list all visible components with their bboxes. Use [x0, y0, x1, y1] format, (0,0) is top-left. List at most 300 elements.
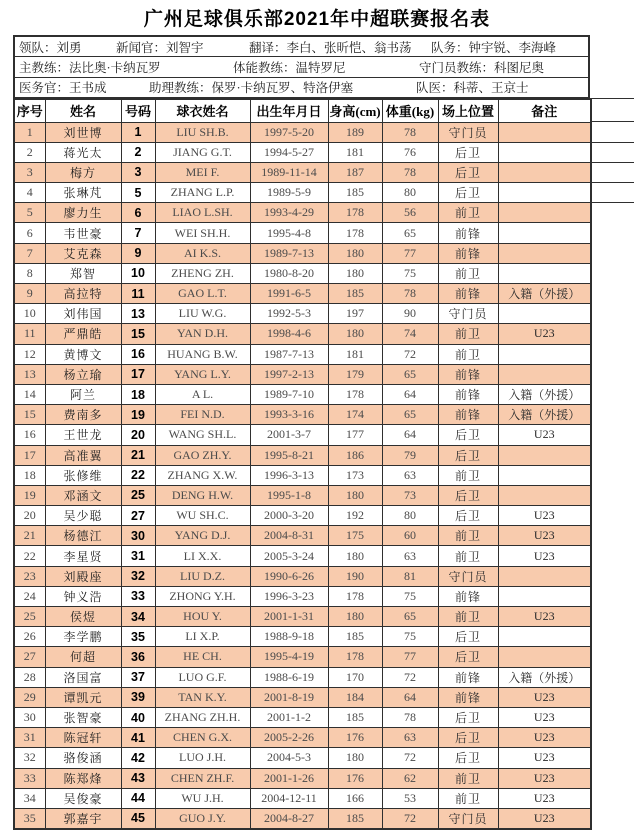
cell-seq: 24	[14, 586, 45, 606]
cell-jersey: ZHANG X.W.	[155, 465, 250, 485]
cell-number: 21	[121, 445, 155, 465]
column-header-note: 备注	[498, 99, 591, 122]
cell-height: 187	[328, 162, 382, 182]
cell-name: 黄博文	[45, 344, 121, 364]
cell-height: 180	[328, 243, 382, 263]
cell-dob: 1988-6-19	[250, 667, 328, 687]
cell-number: 3	[121, 162, 155, 182]
cell-jersey: TAN K.Y.	[155, 687, 250, 707]
cell-number: 20	[121, 425, 155, 445]
cell-dob: 2000-3-20	[250, 506, 328, 526]
cell-weight: 56	[382, 203, 438, 223]
cell-jersey: A L.	[155, 384, 250, 404]
table-row	[14, 384, 591, 404]
cell-jersey: GAO ZH.Y.	[155, 445, 250, 465]
cell-number: 32	[121, 566, 155, 586]
cell-position: 后卫	[438, 627, 498, 647]
cell-weight: 65	[382, 223, 438, 243]
cell-note: U23	[498, 546, 591, 566]
table-row	[14, 687, 591, 707]
cell-position: 前卫	[438, 768, 498, 788]
cell-weight: 74	[382, 324, 438, 344]
cell-number: 27	[121, 506, 155, 526]
cell-name: 刘伟国	[45, 304, 121, 324]
cell-jersey: DENG H.W.	[155, 485, 250, 505]
table-row	[14, 304, 591, 324]
cell-jersey: HUANG B.W.	[155, 344, 250, 364]
cell-dob: 1994-5-27	[250, 142, 328, 162]
column-header-jersey: 球衣姓名	[155, 99, 250, 122]
cell-weight: 90	[382, 304, 438, 324]
cell-height: 184	[328, 687, 382, 707]
cell-number: 19	[121, 405, 155, 425]
medical-officer-label: 医务官：王书成	[19, 81, 107, 96]
cell-position: 前卫	[438, 526, 498, 546]
cell-jersey: LIU W.G.	[155, 304, 250, 324]
cell-dob: 1989-5-9	[250, 183, 328, 203]
gridline-artifact	[590, 98, 634, 99]
cell-position: 守门员	[438, 122, 498, 142]
table-row	[14, 607, 591, 627]
cell-height: 176	[328, 768, 382, 788]
cell-seq: 6	[14, 223, 45, 243]
fitness-coach-label: 体能教练：温特罗尼	[233, 60, 346, 75]
table-row	[14, 526, 591, 546]
cell-seq: 2	[14, 142, 45, 162]
cell-jersey: LIU SH.B.	[155, 122, 250, 142]
cell-position: 后卫	[438, 142, 498, 162]
cell-note: U23	[498, 425, 591, 445]
cell-height: 175	[328, 526, 382, 546]
cell-seq: 33	[14, 768, 45, 788]
cell-note: U23	[498, 768, 591, 788]
cell-height: 178	[328, 586, 382, 606]
cell-name: 阿兰	[45, 384, 121, 404]
cell-jersey: LIU D.Z.	[155, 566, 250, 586]
cell-position: 后卫	[438, 183, 498, 203]
cell-weight: 80	[382, 183, 438, 203]
cell-height: 179	[328, 364, 382, 384]
cell-note: U23	[498, 506, 591, 526]
cell-number: 15	[121, 324, 155, 344]
cell-jersey: WU J.H.	[155, 788, 250, 808]
cell-weight: 78	[382, 162, 438, 182]
cell-number: 44	[121, 788, 155, 808]
cell-position: 后卫	[438, 425, 498, 445]
cell-note: 入籍（外援）	[498, 284, 591, 304]
table-row	[14, 647, 591, 667]
cell-note	[498, 344, 591, 364]
cell-name: 蒋光太	[45, 142, 121, 162]
column-header-weight: 体重(kg)	[382, 99, 438, 122]
table-row	[14, 263, 591, 283]
table-row	[14, 808, 591, 828]
cell-name: 郭嘉宇	[45, 808, 121, 828]
staff-info-row-3	[15, 78, 588, 97]
cell-seq: 3	[14, 162, 45, 182]
cell-number: 43	[121, 768, 155, 788]
table-row	[14, 142, 591, 162]
cell-position: 守门员	[438, 304, 498, 324]
gridline-artifact	[590, 162, 634, 163]
cell-dob: 1998-4-6	[250, 324, 328, 344]
cell-number: 13	[121, 304, 155, 324]
cell-seq: 18	[14, 465, 45, 485]
cell-number: 37	[121, 667, 155, 687]
cell-number: 2	[121, 142, 155, 162]
cell-number: 41	[121, 728, 155, 748]
cell-height: 178	[328, 647, 382, 667]
cell-dob: 2005-2-26	[250, 728, 328, 748]
cell-position: 前锋	[438, 243, 498, 263]
cell-name: 吴俊豪	[45, 788, 121, 808]
cell-weight: 78	[382, 707, 438, 727]
gridline-artifact	[590, 121, 634, 122]
table-row	[14, 425, 591, 445]
cell-seq: 30	[14, 707, 45, 727]
cell-height: 181	[328, 344, 382, 364]
cell-position: 后卫	[438, 506, 498, 526]
cell-seq: 22	[14, 546, 45, 566]
cell-number: 9	[121, 243, 155, 263]
cell-jersey: LI X.P.	[155, 627, 250, 647]
table-row	[14, 788, 591, 808]
cell-note: 入籍（外援）	[498, 667, 591, 687]
cell-number: 5	[121, 183, 155, 203]
cell-dob: 1995-4-8	[250, 223, 328, 243]
table-row	[14, 586, 591, 606]
table-row	[14, 506, 591, 526]
table-row	[14, 748, 591, 768]
cell-weight: 65	[382, 405, 438, 425]
cell-position: 后卫	[438, 728, 498, 748]
translators-label: 翻译：李白、张昕恺、翁书荡	[249, 40, 412, 55]
cell-position: 前锋	[438, 223, 498, 243]
cell-seq: 31	[14, 728, 45, 748]
cell-position: 前卫	[438, 263, 498, 283]
cell-dob: 1992-5-3	[250, 304, 328, 324]
cell-weight: 63	[382, 728, 438, 748]
cell-name: 陈冠轩	[45, 728, 121, 748]
cell-seq: 20	[14, 506, 45, 526]
column-header-name: 姓名	[45, 99, 121, 122]
cell-height: 170	[328, 667, 382, 687]
table-row	[14, 183, 591, 203]
cell-height: 190	[328, 566, 382, 586]
cell-note	[498, 586, 591, 606]
cell-note	[498, 243, 591, 263]
cell-position: 前锋	[438, 667, 498, 687]
cell-name: 严鼎皓	[45, 324, 121, 344]
cell-jersey: CHEN ZH.F.	[155, 768, 250, 788]
cell-dob: 2004-8-31	[250, 526, 328, 546]
cell-height: 185	[328, 284, 382, 304]
cell-jersey: FEI N.D.	[155, 405, 250, 425]
cell-position: 前锋	[438, 586, 498, 606]
cell-height: 178	[328, 203, 382, 223]
cell-dob: 1987-7-13	[250, 344, 328, 364]
cell-dob: 2004-12-11	[250, 788, 328, 808]
cell-note	[498, 485, 591, 505]
cell-jersey: ZHANG L.P.	[155, 183, 250, 203]
assistant-coaches-label: 助理教练：保罗·卡纳瓦罗、特洛伊塞	[149, 81, 354, 96]
table-row	[14, 445, 591, 465]
cell-name: 刘殿座	[45, 566, 121, 586]
cell-seq: 29	[14, 687, 45, 707]
cell-weight: 63	[382, 465, 438, 485]
cell-dob: 1995-1-8	[250, 485, 328, 505]
gridline-artifact	[590, 142, 634, 143]
cell-seq: 28	[14, 667, 45, 687]
cell-number: 10	[121, 263, 155, 283]
cell-height: 180	[328, 263, 382, 283]
table-row	[14, 344, 591, 364]
cell-height: 189	[328, 122, 382, 142]
cell-jersey: YANG D.J.	[155, 526, 250, 546]
column-header-dob: 出生年月日	[250, 99, 328, 122]
cell-seq: 8	[14, 263, 45, 283]
table-row	[14, 728, 591, 748]
column-header-height: 身高(cm)	[328, 99, 382, 122]
cell-note: U23	[498, 607, 591, 627]
cell-number: 39	[121, 687, 155, 707]
cell-seq: 16	[14, 425, 45, 445]
cell-note	[498, 203, 591, 223]
table-row	[14, 324, 591, 344]
cell-note	[498, 364, 591, 384]
cell-position: 后卫	[438, 162, 498, 182]
cell-height: 177	[328, 425, 382, 445]
cell-dob: 2004-8-27	[250, 808, 328, 828]
cell-note	[498, 142, 591, 162]
cell-name: 郑智	[45, 263, 121, 283]
cell-seq: 14	[14, 384, 45, 404]
cell-number: 6	[121, 203, 155, 223]
cell-note: U23	[498, 707, 591, 727]
cell-height: 185	[328, 808, 382, 828]
cell-dob: 1995-4-19	[250, 647, 328, 667]
cell-name: 陈郑烽	[45, 768, 121, 788]
cell-position: 后卫	[438, 445, 498, 465]
cell-dob: 1993-3-16	[250, 405, 328, 425]
cell-weight: 78	[382, 122, 438, 142]
cell-name: 费南多	[45, 405, 121, 425]
table-row	[14, 243, 591, 263]
cell-name: 刘世博	[45, 122, 121, 142]
cell-height: 166	[328, 788, 382, 808]
cell-number: 35	[121, 627, 155, 647]
cell-jersey: HE CH.	[155, 647, 250, 667]
table-row	[14, 627, 591, 647]
table-row	[14, 566, 591, 586]
cell-position: 后卫	[438, 748, 498, 768]
cell-number: 18	[121, 384, 155, 404]
cell-dob: 2004-5-3	[250, 748, 328, 768]
cell-number: 30	[121, 526, 155, 546]
cell-number: 36	[121, 647, 155, 667]
cell-jersey: WEI SH.H.	[155, 223, 250, 243]
cell-seq: 19	[14, 485, 45, 505]
cell-dob: 1989-11-14	[250, 162, 328, 182]
cell-height: 181	[328, 142, 382, 162]
cell-weight: 77	[382, 647, 438, 667]
goalkeeper-coach-label: 守门员教练：科图尼奥	[419, 60, 545, 75]
cell-name: 吴少聪	[45, 506, 121, 526]
cell-seq: 7	[14, 243, 45, 263]
cell-seq: 15	[14, 405, 45, 425]
cell-jersey: WANG SH.L.	[155, 425, 250, 445]
cell-note	[498, 445, 591, 465]
cell-number: 45	[121, 808, 155, 828]
cell-dob: 1997-2-13	[250, 364, 328, 384]
cell-seq: 13	[14, 364, 45, 384]
cell-jersey: ZHONG Y.H.	[155, 586, 250, 606]
cell-note: U23	[498, 324, 591, 344]
cell-name: 张智豪	[45, 707, 121, 727]
cell-dob: 1980-8-20	[250, 263, 328, 283]
cell-note	[498, 647, 591, 667]
cell-note	[498, 627, 591, 647]
cell-number: 31	[121, 546, 155, 566]
cell-height: 180	[328, 485, 382, 505]
cell-jersey: ZHENG ZH.	[155, 263, 250, 283]
cell-seq: 12	[14, 344, 45, 364]
cell-position: 前卫	[438, 607, 498, 627]
gridline-artifact	[590, 202, 634, 203]
cell-jersey: CHEN G.X.	[155, 728, 250, 748]
cell-note: 入籍（外援）	[498, 405, 591, 425]
cell-dob: 2005-3-24	[250, 546, 328, 566]
cell-note: U23	[498, 526, 591, 546]
cell-weight: 75	[382, 263, 438, 283]
cell-weight: 62	[382, 768, 438, 788]
table-row	[14, 284, 591, 304]
cell-height: 180	[328, 607, 382, 627]
cell-height: 197	[328, 304, 382, 324]
cell-dob: 2001-1-31	[250, 607, 328, 627]
cell-note	[498, 183, 591, 203]
cell-note: U23	[498, 728, 591, 748]
cell-jersey: LUO J.H.	[155, 748, 250, 768]
gridline-artifact	[590, 182, 634, 183]
cell-weight: 72	[382, 667, 438, 687]
cell-name: 韦世豪	[45, 223, 121, 243]
cell-note	[498, 465, 591, 485]
cell-name: 洛国富	[45, 667, 121, 687]
cell-dob: 2001-3-7	[250, 425, 328, 445]
table-row	[14, 364, 591, 384]
cell-position: 后卫	[438, 707, 498, 727]
cell-weight: 77	[382, 243, 438, 263]
cell-dob: 1989-7-13	[250, 243, 328, 263]
cell-seq: 23	[14, 566, 45, 586]
cell-position: 后卫	[438, 647, 498, 667]
head-coach-label: 主教练：法比奥·卡纳瓦罗	[19, 60, 161, 75]
cell-name: 张琳芃	[45, 183, 121, 203]
cell-jersey: ZHANG ZH.H.	[155, 707, 250, 727]
cell-name: 王世龙	[45, 425, 121, 445]
cell-note: U23	[498, 808, 591, 828]
cell-name: 杨德江	[45, 526, 121, 546]
cell-seq: 11	[14, 324, 45, 344]
cell-dob: 1996-3-13	[250, 465, 328, 485]
cell-jersey: MEI F.	[155, 162, 250, 182]
cell-weight: 64	[382, 384, 438, 404]
cell-note: U23	[498, 748, 591, 768]
cell-weight: 81	[382, 566, 438, 586]
cell-jersey: GAO L.T.	[155, 284, 250, 304]
cell-note	[498, 223, 591, 243]
cell-weight: 75	[382, 586, 438, 606]
cell-note: 入籍（外援）	[498, 384, 591, 404]
cell-height: 180	[328, 546, 382, 566]
cell-weight: 80	[382, 506, 438, 526]
cell-note	[498, 122, 591, 142]
cell-dob: 1996-3-23	[250, 586, 328, 606]
cell-weight: 75	[382, 627, 438, 647]
cell-note: U23	[498, 788, 591, 808]
cell-number: 22	[121, 465, 155, 485]
cell-weight: 73	[382, 485, 438, 505]
cell-name: 高拉特	[45, 284, 121, 304]
cell-dob: 1990-6-26	[250, 566, 328, 586]
cell-name: 高准翼	[45, 445, 121, 465]
cell-name: 邓涵文	[45, 485, 121, 505]
cell-seq: 4	[14, 183, 45, 203]
cell-seq: 35	[14, 808, 45, 828]
cell-weight: 64	[382, 687, 438, 707]
page-title: 广州足球俱乐部2021年中超联赛报名表	[143, 9, 491, 30]
cell-weight: 53	[382, 788, 438, 808]
table-row	[14, 707, 591, 727]
cell-number: 25	[121, 485, 155, 505]
table-row	[14, 122, 591, 142]
cell-height: 174	[328, 405, 382, 425]
cell-number: 1	[121, 122, 155, 142]
cell-height: 178	[328, 223, 382, 243]
cell-note	[498, 304, 591, 324]
cell-weight: 76	[382, 142, 438, 162]
cell-dob: 2001-1-26	[250, 768, 328, 788]
cell-height: 192	[328, 506, 382, 526]
cell-number: 34	[121, 607, 155, 627]
cell-name: 何超	[45, 647, 121, 667]
cell-number: 7	[121, 223, 155, 243]
cell-position: 前锋	[438, 384, 498, 404]
cell-number: 11	[121, 284, 155, 304]
cell-weight: 60	[382, 526, 438, 546]
cell-seq: 1	[14, 122, 45, 142]
cell-name: 梅方	[45, 162, 121, 182]
cell-weight: 79	[382, 445, 438, 465]
cell-jersey: YANG L.Y.	[155, 364, 250, 384]
cell-position: 后卫	[438, 485, 498, 505]
table-row	[14, 768, 591, 788]
column-header-number: 号码	[121, 99, 155, 122]
cell-height: 176	[328, 728, 382, 748]
cell-name: 谭凯元	[45, 687, 121, 707]
cell-height: 186	[328, 445, 382, 465]
cell-dob: 1988-9-18	[250, 627, 328, 647]
roster-table	[13, 98, 592, 830]
cell-name: 李星贤	[45, 546, 121, 566]
cell-number: 17	[121, 364, 155, 384]
table-row	[14, 223, 591, 243]
cell-name: 侯煜	[45, 607, 121, 627]
cell-seq: 17	[14, 445, 45, 465]
table-row	[14, 667, 591, 687]
cell-position: 前卫	[438, 465, 498, 485]
